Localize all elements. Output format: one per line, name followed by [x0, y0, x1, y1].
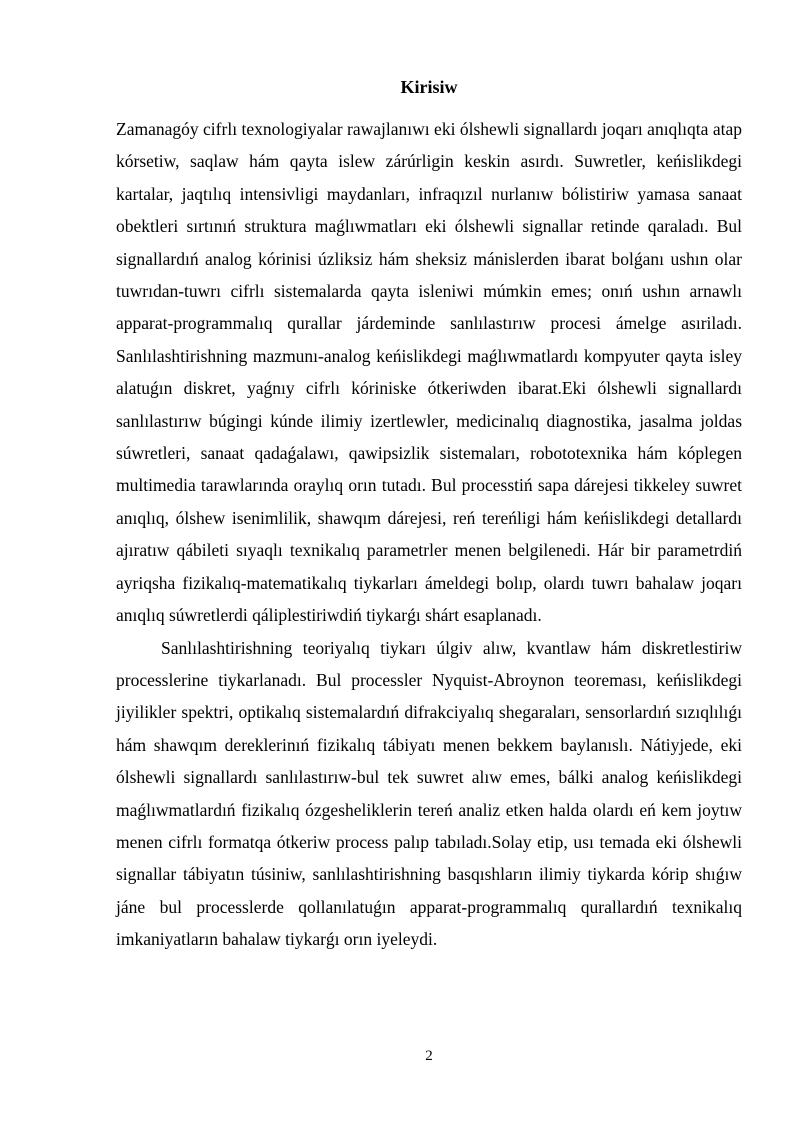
paragraph-intro: Zamanagóy cifrlı texnologiyalar rawajlanıwı eki ólshewli signallardı joqarı anıqlıqta atap kórsetiw, saqlaw hám qayta islew zárúrligin keskin asırdı. Suwretler, keńislikdegi kartalar, jaqtılıq intensivligi maydanları, infraqızıl nurlanıw bólistiriw yamasa sanaat obektleri sırtınıń struktura maǵlıwmatları eki ólshewli signallar retinde qaraladı. Bul signallardıń analog kórinisi úzliksiz hám sheksiz mánislerden ibarat bolǵanı ushın olar tuwrıdan-tuwrı cifrlı sistemalarda qayta isleniwi múmkin emes; onıń ushın arnawlı apparat-programmalıq qurallar járdeminde sanlılastırıw procesi ámelge asıriladı. Sanlılashtirishning mazmunı-analog keńislikdegi maǵlıwmatlardı kompyuter qayta isley alatuǵın diskret, yaǵnıy cifrlı kóriniske ótkeriwden ibarat.Eki ólshewli signallardı sanlılastırıw búgingi kúnde ilimiy izertlewler, medicinalıq diagnostika, jasalma joldas súwretleri, sanaat qadaǵalawı, qawipsizlik sistemaları, robototexnika hám kóplegen multimedia tarawlarında oraylıq orın tutadı. Bul processtiń sapa dárejesi tikkeley suwret anıqlıq, ólshew isenimlilik, shawqım dárejesi, reń tereńligi hám keńislikdegi detallardı ajıratıw qábileti sıyaqlı texnikalıq parametrler menen belgilenedi. Hár bir parametrdiń ayriqsha fizikalıq-matematikalıq tiykarları ámeldegi bolıp, olardı tuwrı bahalaw joqarı anıqlıq súwretlerdi qáliplestiriwdiń tiykarǵı shárt esaplanadı. [116, 119, 742, 626]
page-title: Kirisiw [400, 77, 458, 97]
page-number: 2 [425, 1048, 433, 1064]
body-text [116, 113, 742, 956]
paragraph-theory: Sanlılashtirishning teoriyalıq tiykarı úlgiv alıw, kvantlaw hám diskretlestiriw processlerine tiykarlanadı. Bul processler Nyquist-Abroynon teoreması, keńislikdegi jiyilikler spektri, optikalıq sistemalardıń difrakciyalıq shegaraları, sensorlardıń sızıqlılıǵı hám shawqım dereklerinıń fizikalıq tábiyatı menen bekkem baylanıslı. Nátiyjede, eki ólshewli signallardı sanlılastırıw-bul tek suwret alıw emes, bálki analog keńislikdegi maǵlıwmatlardıń fizikalıq ózgesheliklerin tereń analiz etken halda olardı eń kem joytıw menen cifrlı formatqa ótkeriw process palıp tabıladı.Solay etip, usı temada eki ólshewli signallar tábiyatın túsiniw, sanlılashtirishning basqıshların ilimiy tiykarda kórip shıǵıw jáne bul processlerde qollanılatuǵın apparat-programmalıq qurallardıń texnikalıq imkaniyatların bahalaw tiykarǵı orın iyeleydi. [116, 637, 742, 950]
